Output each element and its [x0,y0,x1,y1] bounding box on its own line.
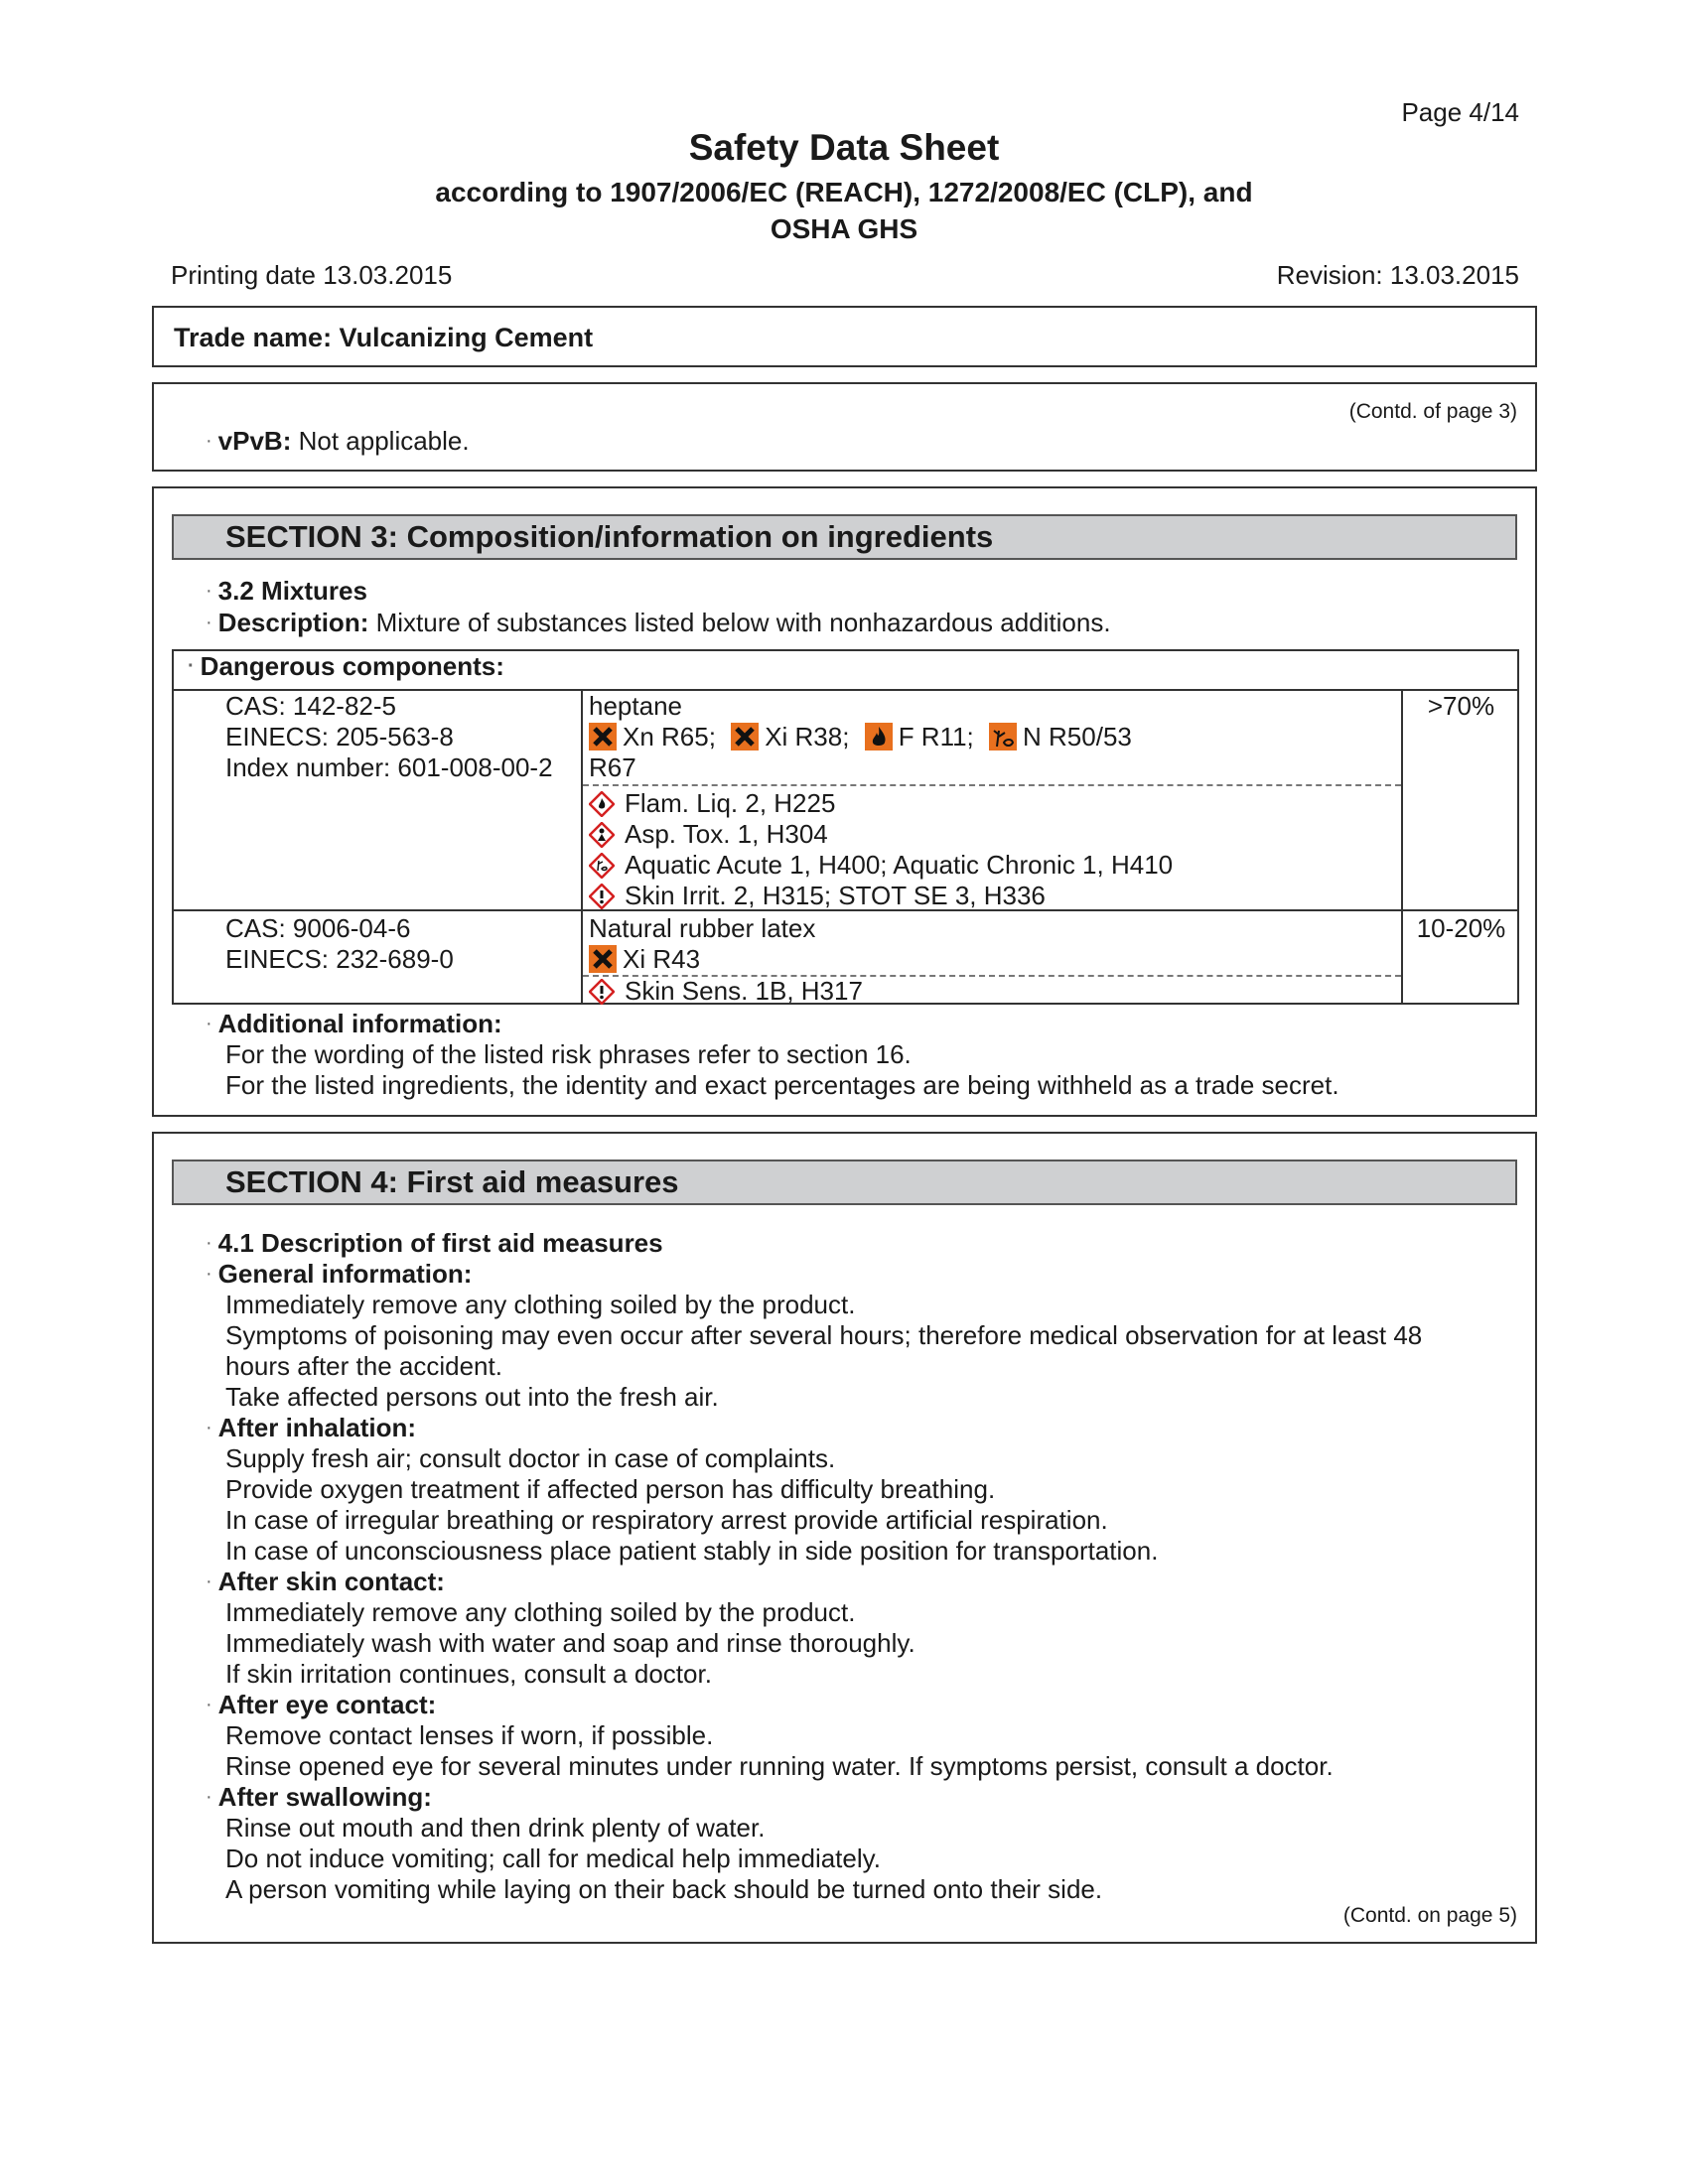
swallowing-line: Do not induce vomiting; call for medical help immediately. [225,1843,881,1873]
cas-number: CAS: 142-82-5 [225,691,396,721]
r-phrases [589,944,815,975]
ghs-classification [589,976,863,1007]
vpvb-label: vPvB: [217,426,292,456]
skin-contact-line: Immediately wash with water and soap and rinse thoroughly. [225,1628,915,1658]
index-number: Index number: 601-008-00-2 [225,752,553,782]
additional-info-line: For the listed ingredients, the identity and exact percentages are being withheld as a trade secret. [225,1070,1339,1100]
skin-contact-line: If skin irritation continues, consult a doctor. [225,1659,712,1689]
bullet-dot: · [206,1013,212,1034]
revision-date: Revision: 13.03.2015 [1276,260,1519,290]
ghs-line [589,819,1173,850]
contd-on-page: (Contd. on page 5) [1342,1904,1517,1927]
ghs-text: Skin Sens. 1B, H317 [625,976,863,1006]
additional-info-line: For the wording of the listed risk phrases refer to section 16. [225,1039,912,1069]
ghs-line [589,976,863,1007]
bullet-dot: · [206,580,212,602]
section-3 [152,486,1537,1117]
additional-info-label: Additional information: [217,1009,502,1038]
trade-name-box [152,306,1537,367]
harmful-x-icon [589,723,617,751]
skin-contact-heading [206,1567,445,1597]
eye-contact-line: Remove contact lenses if worn, if possible. [225,1720,714,1750]
inhalation-line: In case of irregular breathing or respiratory arrest provide artificial respiration. [225,1505,1108,1535]
general-info-line: Take affected persons out into the fresh air. [225,1382,719,1412]
ghs-text: Asp. Tox. 1, H304 [625,819,828,849]
einecs-number: EINECS: 205-563-8 [225,722,454,751]
r-phrase: Xn R65; [623,722,716,751]
first-aid-heading [206,1228,663,1259]
section-3-title: SECTION 3: Composition/information on ingredients [172,514,1517,560]
skin-contact-label: After skin contact: [217,1567,445,1596]
mixtures-heading [206,576,367,607]
cas-number: CAS: 9006-04-6 [225,913,411,943]
continued-box [152,382,1537,472]
document-subtitle [0,174,1688,247]
environment-icon [989,723,1017,751]
bullet-dot: · [206,1570,212,1592]
eye-contact-label: After eye contact: [217,1690,437,1719]
r-phrase: Xi R38; [765,722,850,751]
ghs-flame-icon [589,791,615,817]
inhalation-label: After inhalation: [217,1413,417,1442]
description-label: Description: [217,608,369,637]
component-classification [589,913,815,975]
ghs-line [589,850,1173,881]
trade-name: Trade name: Vulcanizing Cement [174,323,594,352]
einecs-number: EINECS: 232-689-0 [225,944,454,974]
printing-date: Printing date 13.03.2015 [171,260,453,290]
section-4-title: SECTION 4: First aid measures [172,1160,1517,1205]
inhalation-line: Provide oxygen treatment if affected person has difficulty breathing. [225,1474,996,1504]
ghs-line [589,881,1173,911]
component-name: heptane [589,691,682,721]
eye-contact-line: Rinse opened eye for several minutes under running water. If symptoms persist, consult a doctor. [225,1751,1334,1781]
swallowing-label: After swallowing: [217,1782,432,1812]
vpvb-line [206,426,470,457]
general-info-line: Immediately remove any clothing soiled by the product. [225,1290,856,1319]
irritant-x-icon [731,723,759,751]
document-title: Safety Data Sheet [688,127,1000,168]
swallowing-line: Rinse out mouth and then drink plenty of water. [225,1813,766,1843]
dangerous-components-label: Dangerous components: [200,651,504,681]
subtitle-line-2: OSHA GHS [770,213,918,244]
component-ids [225,691,553,783]
inhalation-line: In case of unconsciousness place patient stably in side position for transportation. [225,1536,1159,1566]
bullet-dot: · [206,1786,212,1808]
ghs-classification [589,788,1173,911]
general-info-heading [206,1259,472,1290]
eye-contact-heading [206,1690,436,1720]
table-column-divider [581,689,583,1003]
inhalation-line: Supply fresh air; consult doctor in case of complaints. [225,1443,836,1473]
bullet-dot: · [206,612,212,633]
bullet-dot: · [206,430,212,452]
component-ids [225,913,454,975]
vpvb-value: Not applicable. [291,426,470,456]
bullet-dot: · [188,655,195,677]
bullet-dot: · [206,1417,212,1438]
r-phrase: N R50/53 [1023,722,1132,751]
general-info-line: Symptoms of poisoning may even occur after several hours; therefore medical observation for at least 48 [225,1320,1423,1350]
ghs-health-hazard-icon [589,822,615,848]
r-phrase: F R11; [898,722,974,751]
table-column-divider [1401,689,1403,1003]
flame-icon [865,723,893,751]
component-percent: 10-20% [1416,913,1506,943]
dangerous-components-header [188,651,504,689]
contd-of-page: (Contd. of page 3) [1348,400,1517,423]
swallowing-heading [206,1782,432,1813]
bullet-dot: · [206,1263,212,1285]
description-line [206,608,1111,638]
dashed-divider [583,784,1401,786]
ghs-line [589,788,1173,819]
mixtures-label: 3.2 Mixtures [217,576,367,606]
skin-contact-line: Immediately remove any clothing soiled by the product. [225,1597,856,1627]
r-phrase-continued: R67 [589,752,636,782]
ghs-text: Skin Irrit. 2, H315; STOT SE 3, H336 [625,881,1046,910]
irritant-x-icon [589,945,617,973]
general-info-label: General information: [217,1259,473,1289]
general-info-line: hours after the accident. [225,1351,502,1381]
component-classification [589,691,1132,783]
r-phrases [589,722,1132,752]
ghs-exclamation-icon [589,884,615,909]
ghs-environment-icon [589,853,615,879]
ghs-exclamation-icon [589,979,615,1005]
r-phrase: Xi R43 [623,944,701,974]
ghs-text: Flam. Liq. 2, H225 [625,788,836,818]
components-table [172,649,1519,1005]
bullet-dot: · [206,1694,212,1715]
subtitle-line-1: according to 1907/2006/EC (REACH), 1272/2008/EC (CLP), and [435,177,1253,207]
swallowing-line: A person vomiting while laying on their back should be turned onto their side. [225,1874,1103,1904]
description-value: Mixture of substances listed below with nonhazardous additions. [368,608,1111,637]
section-4 [152,1132,1537,1944]
additional-info-heading [206,1009,502,1039]
inhalation-heading [206,1413,416,1443]
bullet-dot: · [206,1232,212,1254]
ghs-text: Aquatic Acute 1, H400; Aquatic Chronic 1, H410 [625,850,1174,880]
first-aid-heading-label: 4.1 Description of first aid measures [217,1228,663,1258]
component-name: Natural rubber latex [589,913,816,943]
component-percent: >70% [1427,691,1495,721]
page-number: Page 4/14 [1401,97,1519,127]
